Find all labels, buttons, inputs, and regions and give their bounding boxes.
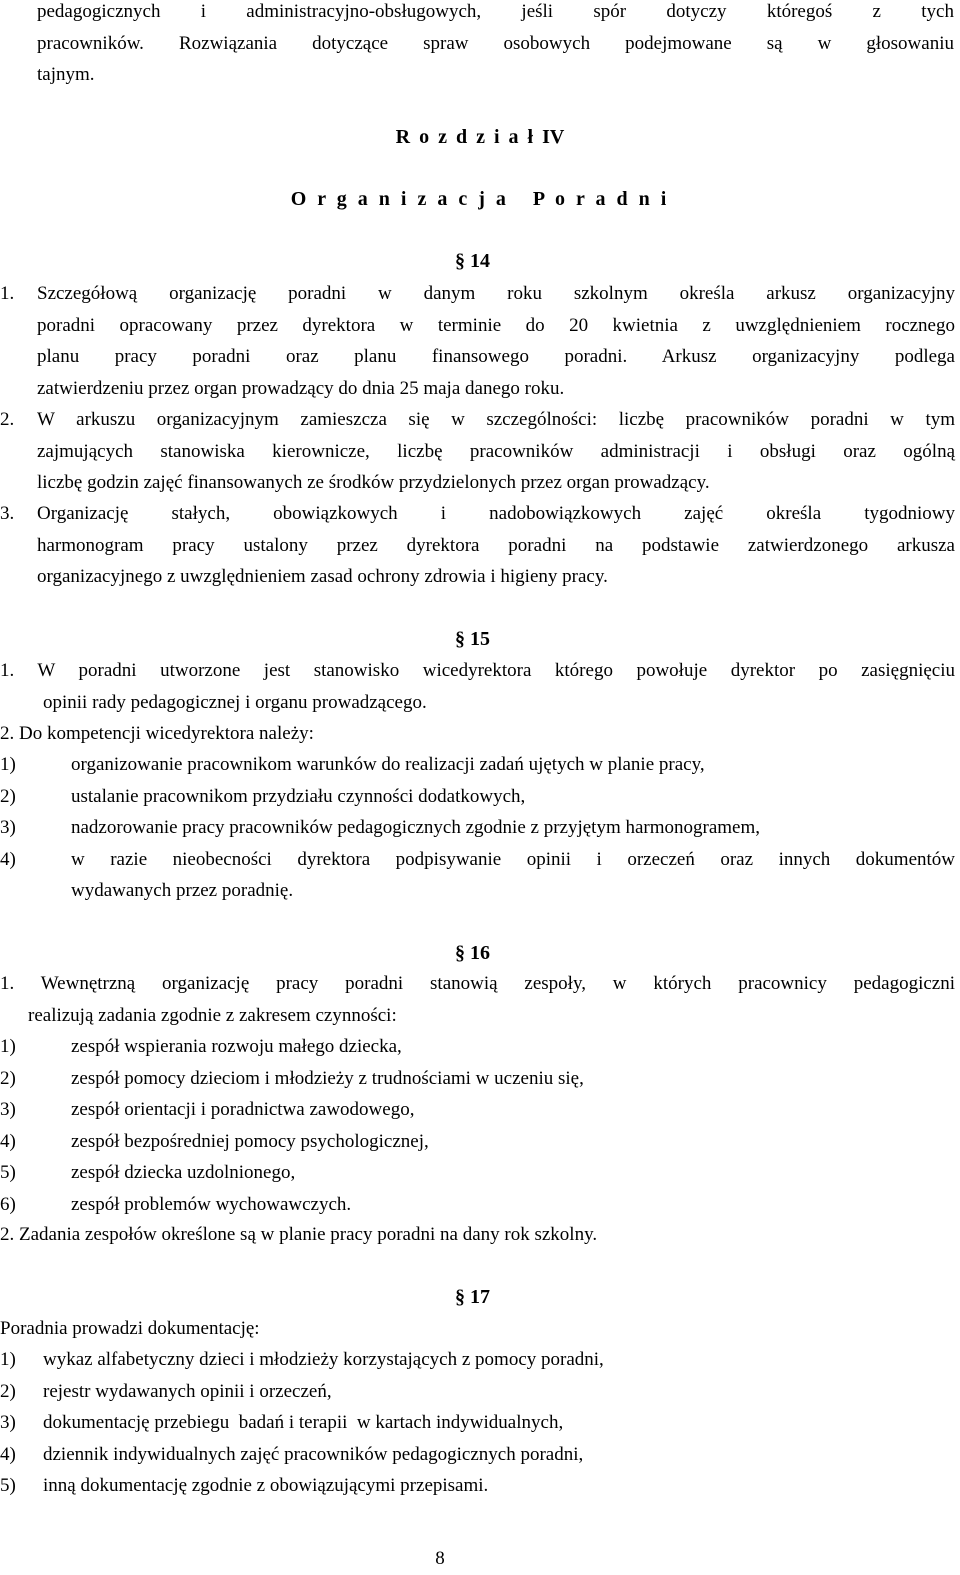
s14-paragraph-1 [0,278,955,404]
list-text: rejestr wydawanych opinii i orzeczeń, [43,1380,332,1402]
text-line: Szczegółową organizację poradni w danym roku szkolnym określa arkusz organizacyjny [37,283,955,304]
list-item [0,1376,955,1408]
list-item [0,749,955,781]
chapter-title: R o z d z i a ł IV [395,126,565,148]
paragraph-number: 1. [0,283,15,304]
list-text: inną dokumentację zgodnie z obowiązującymi przepisami. [43,1475,489,1496]
paragraph-number: 2. [0,409,15,430]
text-line: tajnym. [37,64,95,85]
list-text: dziennik indywidualnych zajęć pracowników pedagogicznych poradni, [43,1443,584,1465]
list-text: zespół bezpośredniej pomocy psychologicznej, [71,1130,429,1152]
list-item [0,1407,955,1439]
list-number: 2) [0,1380,16,1402]
list-number: 4) [0,1443,16,1465]
text-line: Organizację stałych, obowiązkowych i nadobowiązkowych zajęć określa tygodniowy [37,503,955,524]
s15-paragraph-2: 2. Do kompetencji wicedyrektora należy: [0,723,314,744]
text-line: organizacyjnego z uwzględnieniem zasad ochrony zdrowia i higieny pracy. [37,566,608,587]
list-text: nadzorowanie pracy pracowników pedagogicznych zgodnie z przyjętym harmonogramem, [71,817,761,838]
list-number: 3) [0,1099,16,1120]
list-text: zespół dziecka uzdolnionego, [71,1162,296,1183]
list-item [0,1031,955,1063]
text-line: poradni opracowany przez dyrektora w terminie do 20 kwietnia z uwzględnieniem rocznego [37,314,955,336]
list-item [0,1470,955,1502]
list-text: w razie nieobecności dyrektora podpisywanie opinii i orzeczeń oraz innych dokumentów [71,848,955,870]
top-paragraph [37,0,954,91]
s15-list [0,749,955,907]
list-text-continuation: wydawanych przez poradnię. [71,880,294,901]
list-number: 6) [0,1193,16,1215]
s16-list [0,1031,955,1220]
s16-paragraph-2: 2. Zadania zespołów określone są w planie pracy poradni na dany rok szkolny. [0,1224,598,1245]
text-line: opinii rady pedagogicznej i organu prowadzącego. [43,691,427,713]
list-item [0,1157,955,1189]
list-number: 1) [0,754,16,775]
text-line: liczbę godzin zajęć finansowanych ze środków przydzielonych przez organ prowadzący. [37,472,710,493]
text-line: 1. W poradni utworzone jest stanowisko wicedyrektora którego powołuje dyrektor po zasięgnięciu [0,660,955,681]
text-line: zatwierdzeniu przez organ prowadzący do dnia 25 maja danego roku. [37,377,565,399]
list-number: 4) [0,1130,16,1152]
list-item [0,1344,955,1376]
text-line: planu pracy poradni oraz planu finansowego poradni. Arkusz organizacyjny podlega [37,346,955,367]
list-number: 5) [0,1162,16,1183]
section-heading-14: § 14 [455,250,490,272]
list-number: 5) [0,1475,16,1496]
list-text: zespół pomocy dzieciom i młodzieży z trudnościami w uczeniu się, [71,1067,584,1089]
text-line: harmonogram pracy ustalony przez dyrektora poradni na podstawie zatwierdzonego arkusza [37,534,955,556]
list-item [0,844,955,876]
s17-list [0,1344,955,1502]
s15-paragraph-1 [0,655,955,718]
list-item [0,1063,955,1095]
list-number: 2) [0,785,16,807]
section-heading-16: § 16 [455,942,490,964]
paragraph-number: 3. [0,503,15,524]
list-number: 3) [0,1412,16,1433]
list-number: 1) [0,1036,16,1057]
s16-paragraph-1 [0,968,955,1031]
section-heading-15: § 15 [455,628,490,650]
list-text: dokumentację przebiegu badań i terapii w kartach indywidualnych, [43,1412,564,1433]
list-item [0,781,955,813]
s17-intro: Poradnia prowadzi dokumentację: [0,1318,260,1339]
section-heading-17: § 17 [455,1286,490,1308]
list-item [0,1094,955,1126]
list-text: organizowanie pracownikom warunków do realizacji zadań ujętych w planie pracy, [71,754,705,775]
text-line: zajmujących stanowiska kierownicze, liczbę pracowników administracji i obsługi oraz ogólną [37,440,955,462]
text-line: 1. Wewnętrzną organizację pracy poradni stanowią zespoły, w których pracownicy pedagogiczni [0,973,955,994]
list-item [0,1189,955,1221]
list-text: zespół problemów wychowawczych. [71,1193,352,1215]
list-number: 2) [0,1067,16,1089]
list-item [0,1126,955,1158]
list-text: zespół orientacji i poradnictwa zawodowego, [71,1099,415,1120]
page-number: 8 [435,1548,445,1569]
list-text: ustalanie pracownikom przydziału czynności dodatkowych, [71,785,526,807]
text-line: pedagogicznych i administracyjno-obsługowych, jeśli spór dotyczy któregoś z tych [37,1,954,22]
chapter-subtitle: O r g a n i z a c j a P o r a d n i [290,188,670,210]
list-number: 3) [0,817,16,838]
list-text: zespół wspierania rozwoju małego dziecka, [71,1036,402,1057]
s14-paragraph-2 [0,404,955,499]
list-item [0,812,955,844]
list-item [0,1439,955,1471]
list-text: wykaz alfabetyczny dzieci i młodzieży korzystających z pomocy poradni, [43,1349,604,1370]
s14-paragraph-3 [0,498,955,593]
text-line: pracowników. Rozwiązania dotyczące spraw osobowych podejmowane są w głosowaniu [37,32,954,54]
text-line: realizują zadania zgodnie z zakresem czynności: [28,1004,397,1026]
list-number: 1) [0,1349,16,1370]
list-number: 4) [0,848,16,870]
text-line: W arkuszu organizacyjnym zamieszcza się w szczególności: liczbę pracowników poradni w tym [37,409,955,430]
